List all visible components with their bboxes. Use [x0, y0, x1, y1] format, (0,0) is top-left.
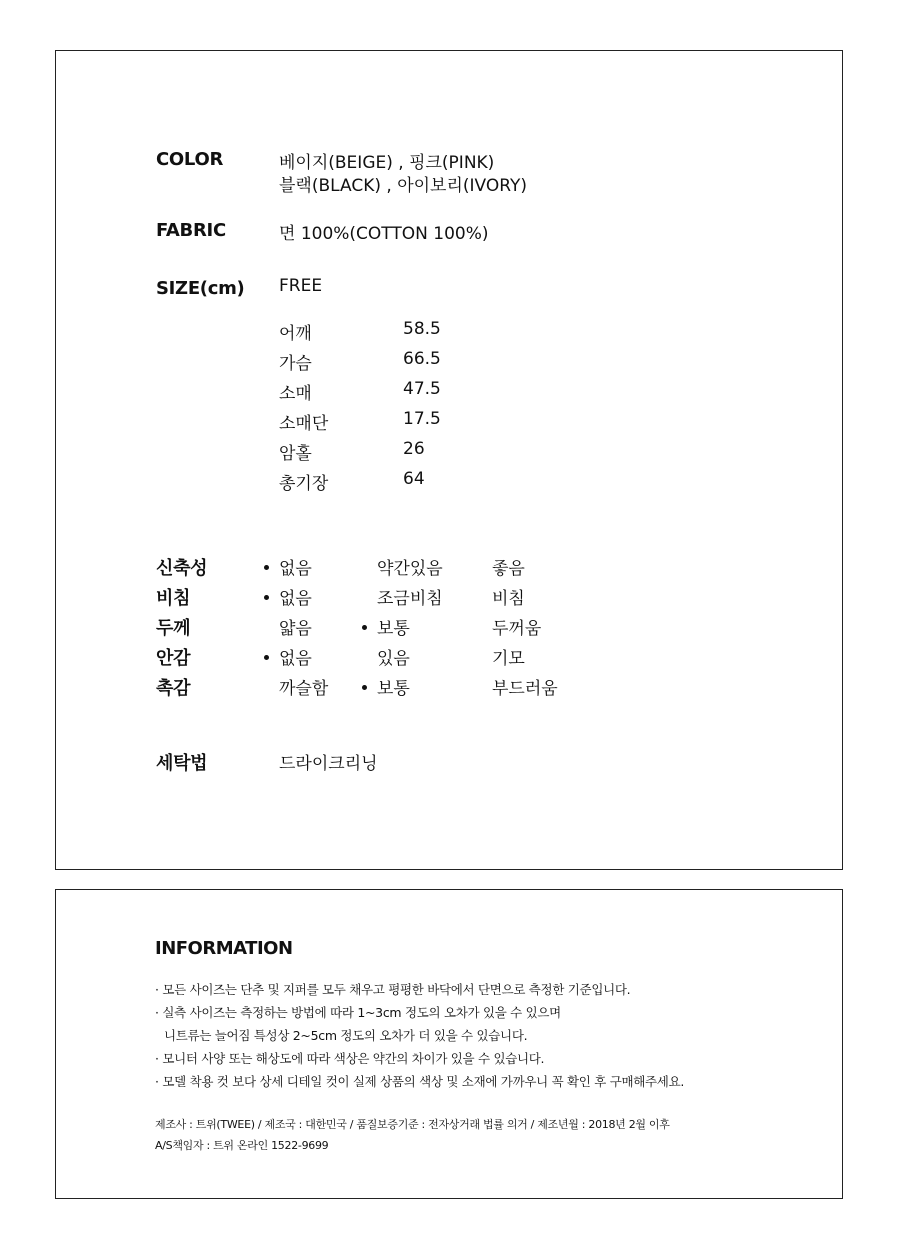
- attr-option-selected: 보통: [377, 674, 410, 699]
- information-line: · 실측 사이즈는 측정하는 방법에 따라 1~3cm 정도의 오차가 있을 수 있으며: [155, 1005, 561, 1020]
- attr-option: 비침: [492, 589, 525, 609]
- size-row-name: 암홀: [279, 444, 312, 464]
- attr-label-texture: 촉감: [156, 678, 191, 699]
- attr-label-sheerness: 비침: [156, 588, 191, 609]
- color-value-line-2: 블랙(BLACK) , 아이보리(IVORY): [279, 176, 527, 196]
- fabric-value: 면 100%(COTTON 100%): [279, 224, 489, 244]
- size-row-value: 47.5: [403, 379, 441, 399]
- attr-option: 기모: [492, 649, 525, 669]
- attr-option: 얇음: [279, 619, 312, 639]
- size-row-value: 58.5: [403, 319, 441, 339]
- information-line: · 모든 사이즈는 단추 및 지퍼를 모두 채우고 평평한 바닥에서 단면으로 측정한 기준입니다.: [155, 982, 631, 997]
- attr-option: 있음: [377, 649, 410, 669]
- manufacturer-info: 제조사 : 트위(TWEE) / 제조국 : 대한민국 / 품질보증기준 : 전자상거래 법률 의거 / 제조년월 : 2018년 2월 이후: [155, 1118, 670, 1131]
- size-row-name: 소매: [279, 384, 312, 404]
- size-row-name: 어깨: [279, 324, 312, 344]
- size-row-value: 66.5: [403, 349, 441, 369]
- attr-option: 좋음: [492, 559, 525, 579]
- color-value-line-1: 베이지(BEIGE) , 핑크(PINK): [279, 153, 495, 173]
- size-value: FREE: [279, 276, 323, 296]
- information-line: · 모니터 사양 또는 해상도에 따라 색상은 약간의 차이가 있을 수 있습니다.: [155, 1051, 545, 1066]
- size-row-name: 소매단: [279, 414, 329, 434]
- information-line: · 모델 착용 컷 보다 상세 디테일 컷이 실제 상품의 색상 및 소재에 가까우니 꼭 확인 후 구매해주세요.: [155, 1074, 685, 1089]
- attr-label-lining: 안감: [156, 648, 191, 669]
- product-spec-panel: [55, 50, 843, 870]
- information-title: INFORMATION: [155, 938, 293, 959]
- attr-option: 두꺼움: [492, 619, 542, 639]
- fabric-label: FABRIC: [156, 220, 226, 241]
- washing-value: 드라이크리닝: [279, 754, 378, 774]
- size-row-name: 총기장: [279, 474, 329, 494]
- as-contact-info: A/S책임자 : 트위 온라인 1522-9699: [155, 1139, 329, 1152]
- attr-label-thickness: 두께: [156, 618, 191, 639]
- size-label: SIZE(cm): [156, 278, 245, 299]
- size-row-value: 64: [403, 469, 425, 489]
- information-panel: [55, 889, 843, 1199]
- attr-option-selected: 없음: [279, 584, 312, 609]
- size-row-value: 17.5: [403, 409, 441, 429]
- attr-label-stretch: 신축성: [156, 558, 208, 579]
- attr-option: 약간있음: [377, 559, 443, 579]
- attr-option-selected: 없음: [279, 644, 312, 669]
- size-row-name: 가슴: [279, 354, 312, 374]
- attr-option: 조금비침: [377, 589, 443, 609]
- information-line: 니트류는 늘어짐 특성상 2~5cm 정도의 오차가 더 있을 수 있습니다.: [164, 1028, 528, 1043]
- attr-option-selected: 없음: [279, 554, 312, 579]
- size-row-value: 26: [403, 439, 425, 459]
- washing-label: 세탁법: [156, 753, 208, 774]
- color-label: COLOR: [156, 149, 224, 170]
- attr-option-selected: 보통: [377, 614, 410, 639]
- attr-option: 부드러움: [492, 679, 558, 699]
- attr-option: 까슬함: [279, 679, 329, 699]
